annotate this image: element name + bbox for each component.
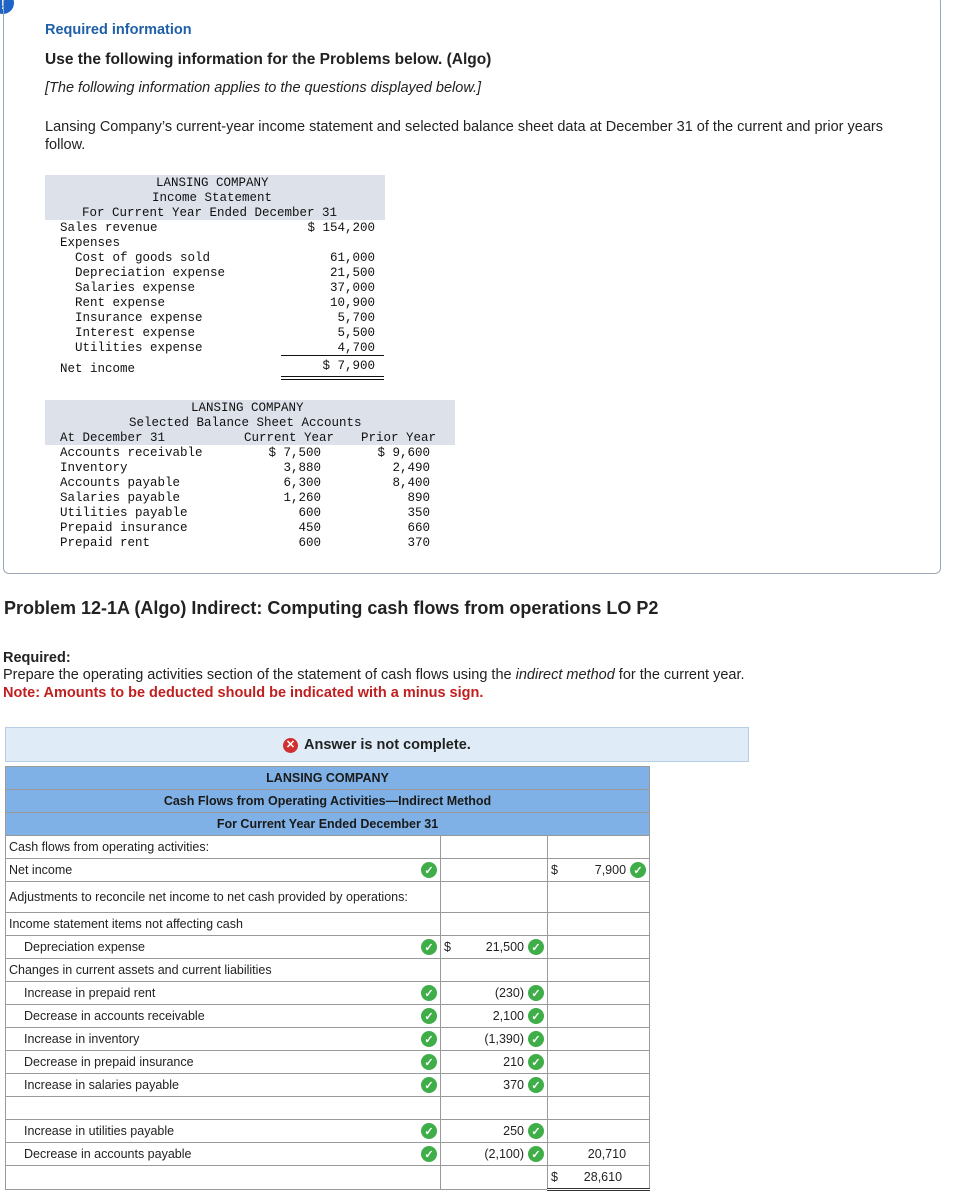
bs-row-label: Prepaid rent xyxy=(60,536,151,550)
cf-change-row[interactable]: Decrease in accounts payable ✓ xyxy=(6,1143,441,1166)
is-period: For Current Year Ended December 31 xyxy=(82,206,338,220)
bs-row-prior: 370 xyxy=(407,536,430,550)
check-icon: ✓ xyxy=(421,1054,437,1070)
is-expense-label: Cost of goods sold xyxy=(75,251,211,265)
bs-col-prior: Prior Year xyxy=(361,431,437,445)
cf-net-cash-amount[interactable]: $ 28,610 xyxy=(548,1166,650,1190)
cf-company: LANSING COMPANY xyxy=(6,767,650,790)
is-expense-label: Salaries expense xyxy=(75,281,196,295)
check-icon: ✓ xyxy=(421,985,437,1001)
check-icon: ✓ xyxy=(528,1146,544,1162)
is-expense-label: Depreciation expense xyxy=(75,266,226,280)
answer-status-banner xyxy=(5,727,749,762)
bs-row-current: 600 xyxy=(298,506,321,520)
is-sales-label: Sales revenue xyxy=(60,221,158,235)
required-label: Required: xyxy=(3,650,71,666)
applies-note: [The following information applies to the questions displayed below.] xyxy=(45,80,482,96)
cf-operating-label: Cash flows from operating activities: xyxy=(6,836,441,859)
cash-flow-table xyxy=(5,766,650,1191)
check-icon: ✓ xyxy=(528,1054,544,1070)
intro-paragraph: Lansing Company’s current-year income statement and selected balance sheet data at December 31 of the current and prior years follow. xyxy=(45,119,883,153)
cf-change-row[interactable]: Increase in prepaid rent ✓ xyxy=(6,982,441,1005)
check-icon: ✓ xyxy=(421,1077,437,1093)
check-icon: ✓ xyxy=(421,1123,437,1139)
check-icon: ✓ xyxy=(528,1008,544,1024)
cf-change-row[interactable]: Increase in inventory ✓ xyxy=(6,1028,441,1051)
bs-row-current: 450 xyxy=(298,521,321,535)
cf-change-amount[interactable]: 2,100 ✓ xyxy=(441,1005,548,1028)
cf-change-row[interactable]: Increase in utilities payable ✓ xyxy=(6,1120,441,1143)
is-expense-value: 21,500 xyxy=(329,266,375,280)
is-expense-value: 61,000 xyxy=(329,251,375,265)
is-net-income-label: Net income xyxy=(60,362,136,376)
is-expense-value: 5,700 xyxy=(337,311,375,325)
cf-change-amount[interactable]: (1,390) ✓ xyxy=(441,1028,548,1051)
bs-title: Selected Balance Sheet Accounts xyxy=(129,416,362,430)
answer-status-text: Answer is not complete. xyxy=(304,737,471,753)
bs-row-label: Prepaid insurance xyxy=(60,521,188,535)
check-icon: ✓ xyxy=(421,1031,437,1047)
cf-adjust-label: Adjustments to reconcile net income to net cash provided by operations: xyxy=(6,882,441,913)
cf-title: Cash Flows from Operating Activities—Indirect Method xyxy=(6,790,650,813)
cf-change-amount[interactable]: (230) ✓ xyxy=(441,982,548,1005)
instructions-heading: Use the following information for the Problems below. (Algo) xyxy=(45,51,492,68)
alert-icon: ! xyxy=(0,0,14,14)
bs-row-prior: 660 xyxy=(407,521,430,535)
required-info-heading: Required information xyxy=(45,22,192,38)
required-text: Prepare the operating activities section of the statement of cash flows using the indirect method for the current year. xyxy=(3,667,745,683)
bs-company: LANSING COMPANY xyxy=(191,401,304,415)
bs-row-current: $ 7,500 xyxy=(268,446,321,460)
check-icon: ✓ xyxy=(421,939,437,955)
cf-period: For Current Year Ended December 31 xyxy=(6,813,650,836)
is-company: LANSING COMPANY xyxy=(156,176,269,190)
check-icon: ✓ xyxy=(630,862,646,878)
bs-row-prior: 8,400 xyxy=(392,476,430,490)
cf-total-adjustments[interactable]: 20,710 xyxy=(548,1143,650,1166)
bs-row-label: Accounts receivable xyxy=(60,446,203,460)
cf-change-row[interactable]: Decrease in prepaid insurance ✓ xyxy=(6,1051,441,1074)
bs-row-prior: 2,490 xyxy=(392,461,430,475)
bs-col-current: Current Year xyxy=(244,431,335,445)
is-total-rule-1 xyxy=(281,376,384,377)
check-icon: ✓ xyxy=(421,862,437,878)
is-expense-label: Insurance expense xyxy=(75,311,203,325)
cf-change-amount[interactable]: 210 ✓ xyxy=(441,1051,548,1074)
is-expense-label: Interest expense xyxy=(75,326,196,340)
bs-row-current: 1,260 xyxy=(283,491,321,505)
is-expense-label: Rent expense xyxy=(75,296,166,310)
is-title: Income Statement xyxy=(152,191,273,205)
check-icon: ✓ xyxy=(421,1008,437,1024)
check-icon: ✓ xyxy=(528,985,544,1001)
bs-row-prior: 890 xyxy=(407,491,430,505)
check-icon: ✓ xyxy=(528,1123,544,1139)
is-expense-value: 5,500 xyxy=(337,326,375,340)
cf-net-income-amount[interactable]: $ 7,900 ✓ xyxy=(548,859,650,882)
check-icon: ✓ xyxy=(528,939,544,955)
cf-depreciation-amount[interactable]: $ 21,500 ✓ xyxy=(441,936,548,959)
bs-col-label: At December 31 xyxy=(60,431,166,445)
is-expense-label: Utilities expense xyxy=(75,341,203,355)
bs-row-label: Utilities payable xyxy=(60,506,188,520)
cf-change-amount[interactable]: 370 ✓ xyxy=(441,1074,548,1097)
bs-row-prior: $ 9,600 xyxy=(377,446,430,460)
cf-changes-label: Changes in current assets and current liabilities xyxy=(6,959,441,982)
x-circle-icon: ✕ xyxy=(283,738,298,753)
is-expense-value: 4,700 xyxy=(337,341,375,355)
bs-row-label: Salaries payable xyxy=(60,491,181,505)
bs-row-current: 6,300 xyxy=(283,476,321,490)
cf-change-amount[interactable]: 250 ✓ xyxy=(441,1120,548,1143)
bs-row-label: Accounts payable xyxy=(60,476,181,490)
cf-change-amount[interactable]: (2,100) ✓ xyxy=(441,1143,548,1166)
bs-row-prior: 350 xyxy=(407,506,430,520)
note-text: Note: Amounts to be deducted should be indicated with a minus sign. xyxy=(3,685,484,701)
check-icon: ✓ xyxy=(421,1146,437,1162)
is-expenses-label: Expenses xyxy=(60,236,121,250)
is-net-income-value: $ 7,900 xyxy=(322,359,375,373)
is-sales-value: $ 154,200 xyxy=(307,221,375,235)
bs-row-current: 600 xyxy=(298,536,321,550)
is-expense-value: 37,000 xyxy=(329,281,375,295)
bs-row-label: Inventory xyxy=(60,461,128,475)
is-total-rule-2 xyxy=(281,379,384,380)
is-subtotal-rule xyxy=(281,355,384,356)
check-icon: ✓ xyxy=(528,1077,544,1093)
bs-row-current: 3,880 xyxy=(283,461,321,475)
check-icon: ✓ xyxy=(528,1031,544,1047)
is-expense-value: 10,900 xyxy=(329,296,375,310)
cf-net-income-row[interactable]: Net income ✓ xyxy=(6,859,441,882)
cf-noncash-label: Income statement items not affecting cash xyxy=(6,913,441,936)
problem-title: Problem 12-1A (Algo) Indirect: Computing cash flows from operations LO P2 xyxy=(4,598,659,618)
cf-depreciation-row[interactable]: Depreciation expense ✓ xyxy=(6,936,441,959)
cf-change-row[interactable]: Decrease in accounts receivable ✓ xyxy=(6,1005,441,1028)
cf-change-row[interactable]: Increase in salaries payable ✓ xyxy=(6,1074,441,1097)
